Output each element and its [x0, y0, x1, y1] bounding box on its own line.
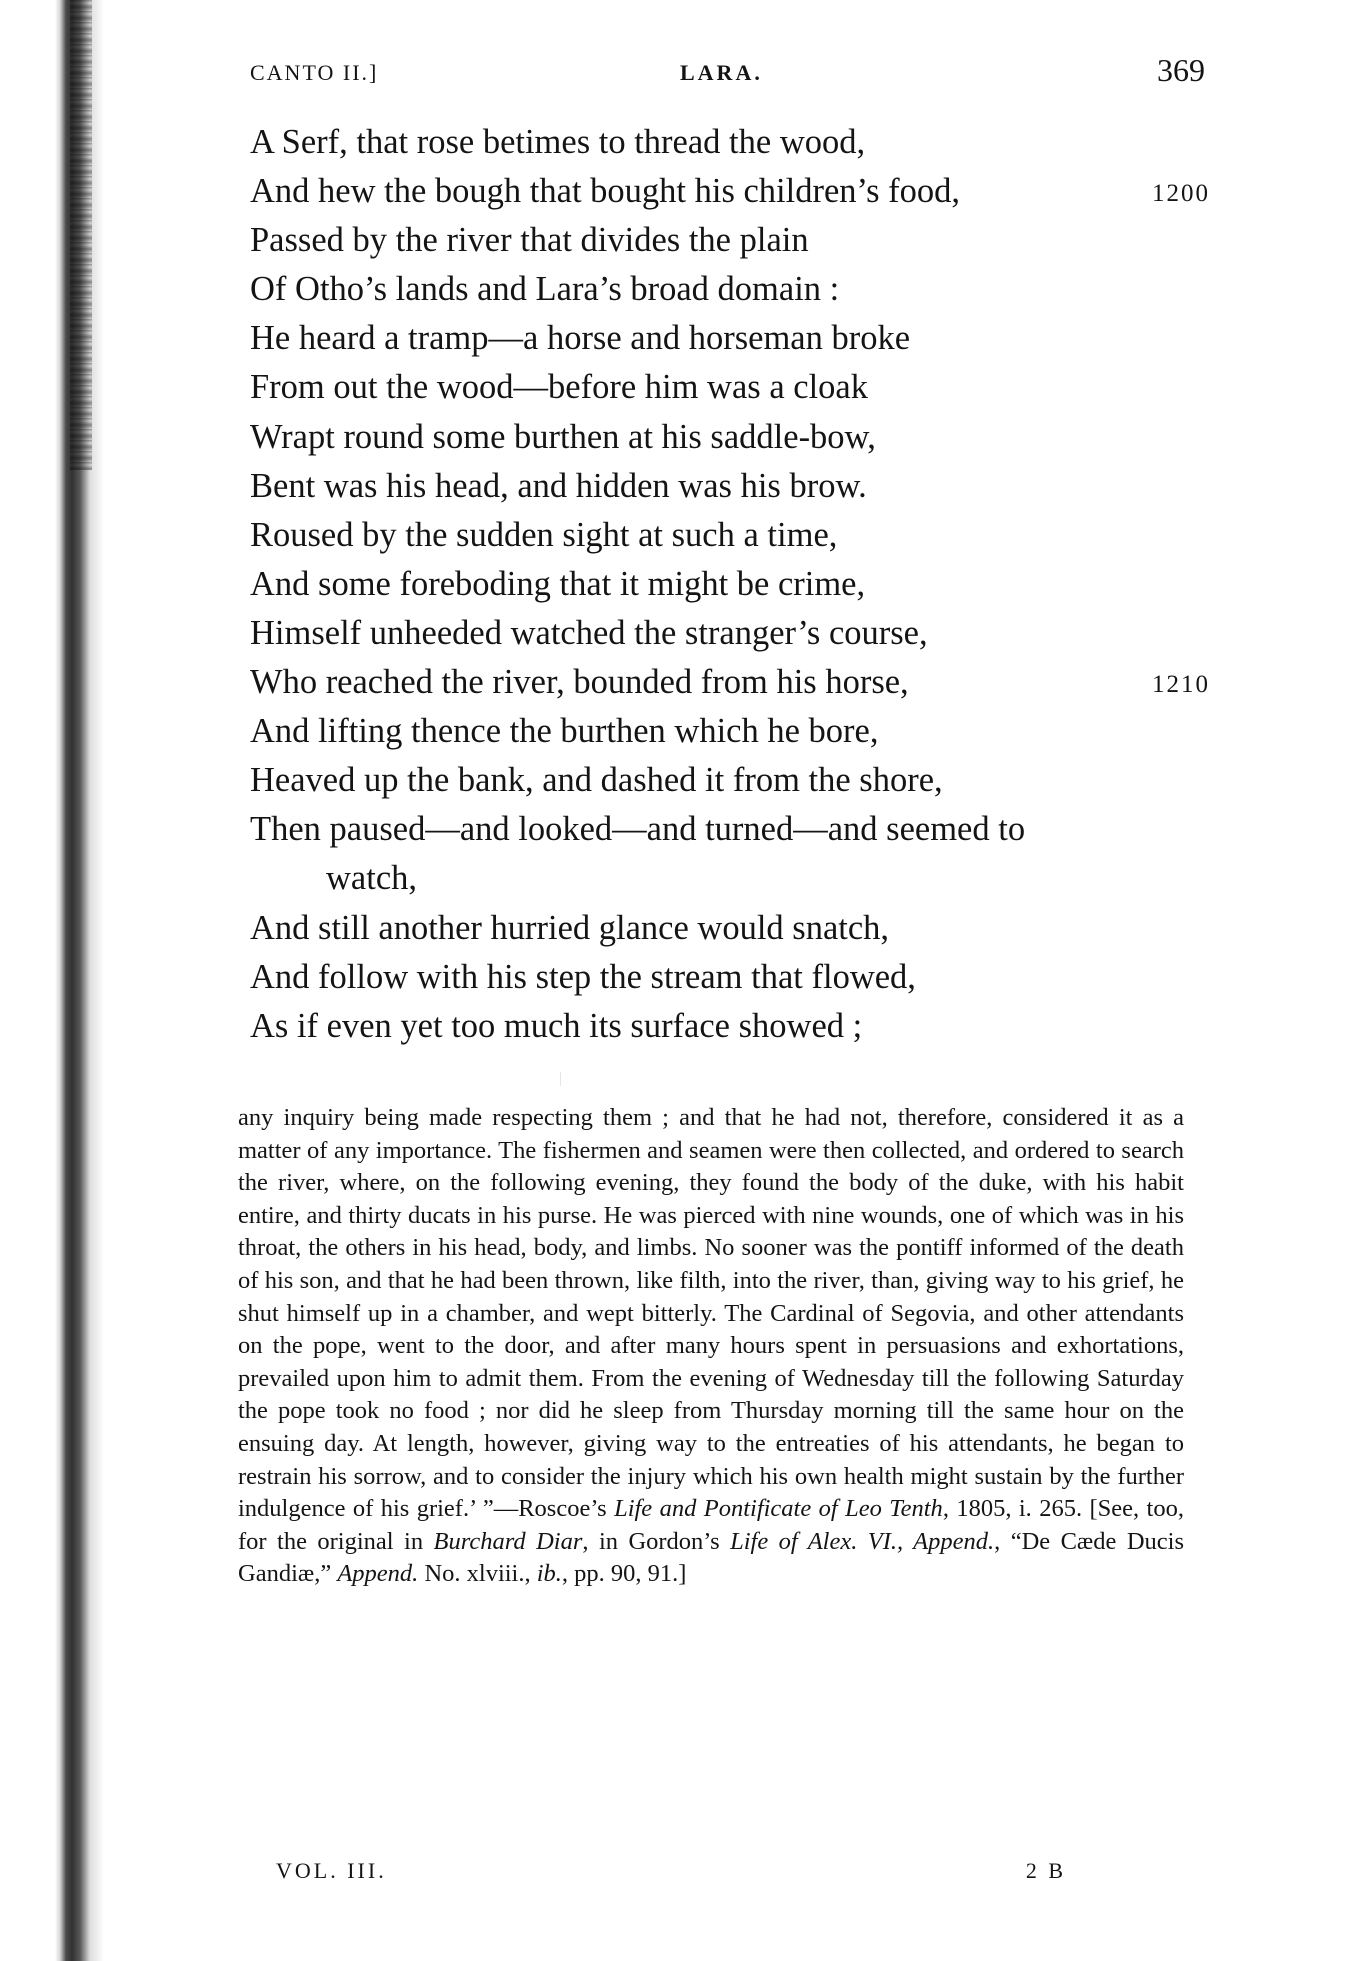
signature-mark: 2 B [1025, 1858, 1066, 1883]
footnote [238, 1102, 1184, 1591]
verse-text: Roused by the sudden sight at such a time, [250, 515, 838, 554]
verse-text: Himself unheeded watched the stranger’s course, [250, 613, 928, 652]
verse-text: A Serf, that rose betimes to thread the wood, [250, 123, 866, 161]
verse-text: And still another hurried glance would snatch, [250, 908, 890, 947]
verse-line [250, 1002, 1210, 1051]
verse-text: Then paused—and looked—and turned—and seemed to [250, 810, 1026, 849]
footnote-title-life-of-leo: Life and Pontificate of Leo Tenth [614, 1495, 943, 1523]
verse-text: As if even yet too much its surface showed ; [250, 1006, 863, 1045]
verse-text: Passed by the river that divides the plain [250, 221, 809, 260]
verse-text: And some foreboding that it might be crime, [250, 564, 866, 603]
line-number: 1200 [1152, 180, 1210, 208]
verse-text: From out the wood—before him was a cloak [250, 368, 868, 407]
verse-line [250, 167, 1210, 216]
canto-label: CANTO II.] [250, 60, 379, 85]
binding-speckle [70, 0, 92, 470]
verse-line [250, 118, 1210, 167]
footnote-title-burchard: Burchard Diar [433, 1527, 583, 1555]
verse-text: And follow with his step the stream that flowed, [250, 957, 916, 996]
binding-edge [0, 0, 110, 1961]
signature-line [276, 1858, 1066, 1894]
verse-line [250, 216, 1210, 265]
verse-line [250, 314, 1210, 363]
page-number: 369 [1157, 52, 1205, 88]
verse-line [250, 413, 1210, 462]
verse-text: Bent was his head, and hidden was his brow. [250, 466, 867, 505]
verse-line [250, 265, 1210, 314]
verse-line [250, 854, 1210, 903]
volume-label: VOL. III. [276, 1858, 387, 1883]
verse-line [250, 658, 1210, 707]
verse-line [250, 756, 1210, 805]
line-number: 1210 [1152, 671, 1210, 699]
note-divider [560, 1072, 561, 1086]
verse-line [250, 560, 1210, 609]
footnote-title-ib: ib. [536, 1560, 562, 1588]
poem-title: LARA. [680, 60, 763, 85]
verse-line [250, 363, 1210, 412]
verse-text: Who reached the river, bounded from his horse, [250, 663, 909, 702]
verse-line [250, 511, 1210, 560]
running-head [250, 52, 1205, 102]
verse-line [250, 953, 1210, 1002]
verse-line [250, 904, 1210, 953]
verse-line [250, 609, 1210, 658]
verse-line [250, 707, 1210, 756]
verse-text: watch, [326, 859, 418, 898]
footnote-title-life-of-alex: Life of Alex. VI., Append. [730, 1527, 995, 1555]
footnote-title-append: Append. [337, 1560, 419, 1588]
verse-text: He heard a tramp—a horse and horseman broke [250, 319, 911, 358]
footnote-text: any inquiry being made respecting them ; and that he had not, therefore, considered it as a matter of any importance. The fishermen and seamen were then collected, and ordered to search the river, where, on the following evening, they found the body of the duke, with his habit entire, and thirty ducats in his purse. He was pierced with nine wounds, one of which was in his throat, the others in his head, body, and limbs. No sooner was the pontiff informed of the death of his son, and that he had been thrown, like filth, into the river, than, giving way to his grief, he shut himself up in a chamber, and wept bitterly. The Cardinal of Segovia, and other attendants on the pope, went to the door, and after many hours spent in persuasions and exhortations, prevailed upon him to admit them. From the evening of Wednesday till the following Saturday the pope took no food ; nor did he sleep from Thursday morning till the same hour on the ensuing day. At length, however, giving way to the entreaties of his attendants, he began to restrain his sorrow, and to consider the injury which his own health might sustain by the further indulgence of his grief.’ ”—Roscoe’s Life and Pontificate of Leo Tenth, 1805, i. 265. [See, too, for the original in Burchard Diar, in Gordon’s Life of Alex. VI., Append., “De Cæde Ducis Gandiæ,” Append. No. xlviii., ib., pp. 90, 91.] [238, 1104, 1185, 1588]
verse-text: Of Otho’s lands and Lara’s broad domain : [250, 270, 840, 309]
verse-text: Wrapt round some burthen at his saddle-bow, [250, 417, 876, 456]
verse-text: And hew the bough that bought his children’s food, [250, 172, 961, 211]
verse-line [250, 805, 1210, 854]
poem-body [250, 118, 1210, 1051]
verse-text: And lifting thence the burthen which he bore, [250, 712, 879, 751]
verse-text: Heaved up the bank, and dashed it from the shore, [250, 761, 943, 800]
verse-line [250, 462, 1210, 511]
